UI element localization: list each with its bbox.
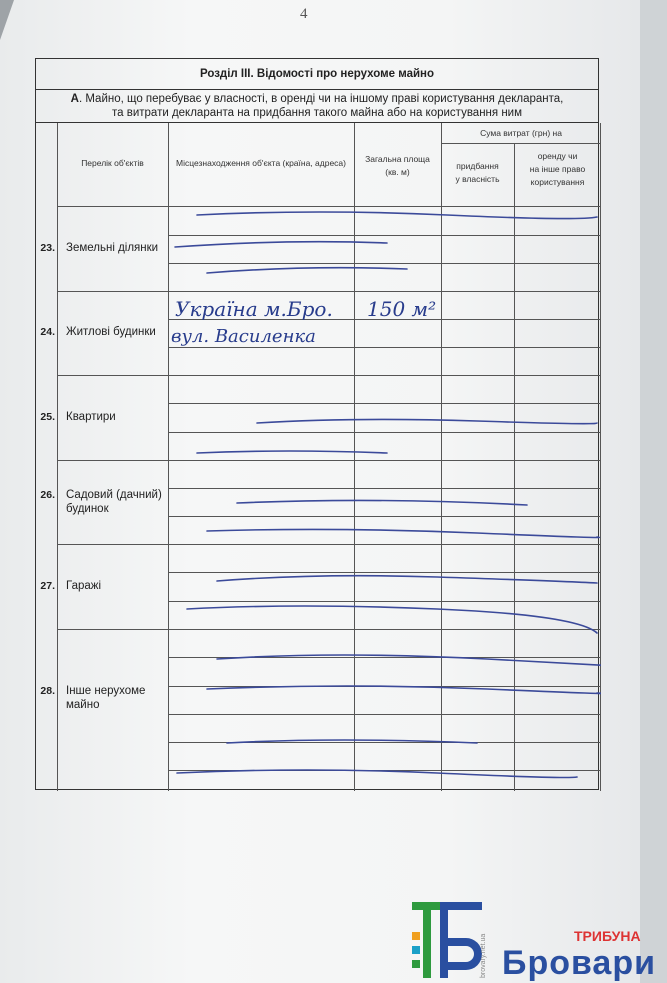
section-title: Розділ III. Відомості про нерухоме майно	[36, 59, 598, 90]
header-purchase-line1: придбання	[456, 161, 499, 171]
row-number: 28.	[40, 685, 55, 697]
section-frame	[35, 58, 599, 790]
row-number: 23.	[40, 242, 55, 254]
page-fold	[0, 0, 14, 40]
header-area-line2: (кв. м)	[385, 167, 410, 177]
header-rent-line1: оренду чи	[537, 151, 578, 161]
subheading-text: . Майно, що перебуває у власності, в оренді чи на іншому праві користування декларанта,	[78, 93, 564, 105]
header-area-line1: Загальна площа	[365, 154, 430, 164]
row-label-land: Земельні ділянки	[66, 242, 159, 254]
header-rent-line2: на інше право	[529, 164, 586, 174]
handwritten-address-line1: Україна м.Бро.	[175, 297, 333, 321]
property-table	[40, 123, 601, 791]
row-label-garden-house: Садовий (дачний) будинок	[66, 489, 162, 515]
header-purchase-line2: у власність	[455, 174, 500, 184]
handwritten-address-line2: вул. Василенка	[171, 326, 316, 347]
header-expenses: Сума витрат (грн) на	[480, 128, 562, 138]
brovary-tribuna-logo	[412, 902, 657, 980]
row-number: 27.	[40, 580, 55, 592]
logo-wordmark: Бровари	[502, 944, 657, 982]
logo-tribuna: ТРИБУНА	[574, 928, 641, 944]
row-label-garages: Гаражі	[66, 580, 102, 592]
tb-logo-icon	[412, 902, 490, 980]
header-rent-line3: користування	[530, 177, 585, 187]
row-label-apartments: Квартири	[66, 411, 116, 423]
row-number: 25.	[40, 411, 55, 423]
row-number: 26.	[40, 489, 55, 501]
handwritten-area: 150 м²	[367, 297, 437, 321]
logo-url: brovary.net.ua	[480, 933, 487, 978]
header-location: Місцезнаходження об'єкта (країна, адреса)	[176, 158, 346, 168]
section-subheading	[36, 89, 598, 123]
strike-through-lines	[57, 123, 601, 791]
subheading-text-2: та витрати декларанта на придбання такого майна або на користування ним	[112, 107, 522, 119]
page-number: 4	[300, 6, 308, 22]
row-label-other-property: Інше нерухоме майно	[66, 685, 146, 711]
row-label-houses: Житлові будинки	[66, 326, 156, 338]
subheading-label: А	[70, 93, 79, 105]
row-number: 24.	[40, 326, 55, 338]
header-objects: Перелік об'єктів	[81, 158, 144, 168]
